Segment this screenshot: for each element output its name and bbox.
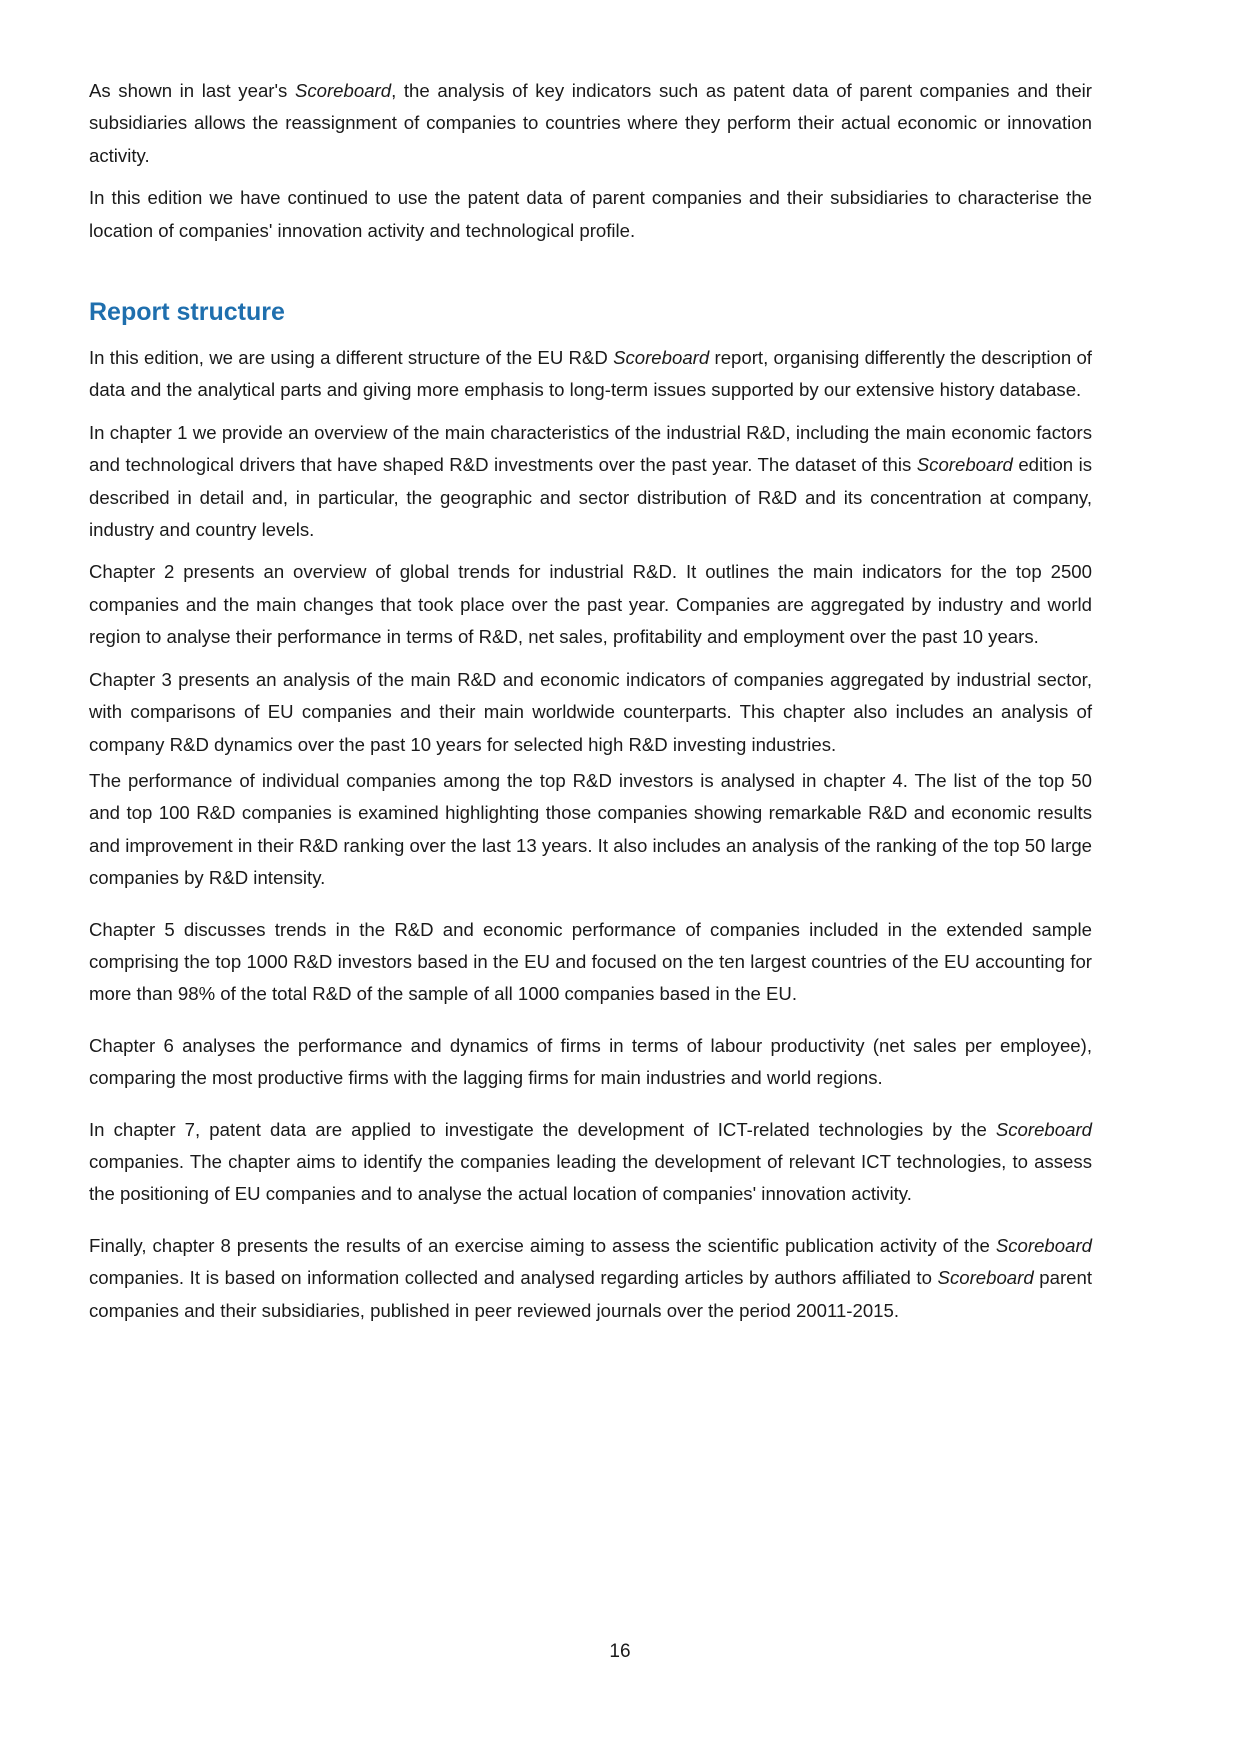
section-paragraph-chapter-1: In chapter 1 we provide an overview of the main characteristics of the industrial R&D, including the main economic factors and technological drivers that have shaped R&D investments over the past year. The dataset of this Scoreboard edition is described in detail and, in particular, the geographic and sector distribution of R&D and its concentration at company, industry and country levels.	[89, 421, 1092, 541]
section-paragraph-1: In this edition, we are using a different structure of the EU R&D Scoreboard report, organising differently the description of data and the analytical parts and giving more emphasis to long-term issues supported by our extensive history database.	[89, 347, 1092, 401]
scoreboard-emphasis: Scoreboard	[995, 1118, 1092, 1140]
section-paragraph-chapter-5: Chapter 5 discusses trends in the R&D and economic performance of companies included in the extended sample comprising the top 1000 R&D investors based in the EU and focused on the ten largest countries of the EU accounting for more than 98% of the total R&D of the sample of all 1000 companies based in the EU.	[89, 918, 1092, 1005]
scoreboard-emphasis: Scoreboard	[613, 347, 710, 369]
section-paragraph-chapter-2: Chapter 2 presents an overview of global trends for industrial R&D. It outlines the main indicators for the top 2500 companies and the main changes that took place over the past year. Companies are aggregated by industry and world region to analyse their performance in terms of R&D, net sales, profitability and employment over the past 10 years.	[89, 561, 1092, 648]
section-paragraph-chapter-8: Finally, chapter 8 presents the results of an exercise aiming to assess the scientific publication activity of the Scoreboard companies. It is based on information collected and analysed regarding articles by authors affiliated to Scoreboard parent companies and their subsidiaries, published in peer reviewed journals over the period 20011-2015.	[89, 1234, 1093, 1321]
scoreboard-emphasis: Scoreboard	[995, 1234, 1092, 1256]
section-heading: Report structure	[89, 298, 285, 327]
section-paragraph-chapter-4: The performance of individual companies among the top R&D investors is analysed in chapter 4. The list of the top 50 and top 100 R&D companies is examined highlighting those companies showing remarkable R&D and economic results and improvement in their R&D ranking over the last 13 years. It also includes an analysis of the ranking of the top 50 large companies by R&D intensity.	[89, 769, 1092, 889]
scoreboard-emphasis: Scoreboard	[916, 454, 1013, 476]
section-paragraph-chapter-7: In chapter 7, patent data are applied to investigate the development of ICT-related technologies by the Scoreboard companies. The chapter aims to identify the companies leading the development of relevant ICT technologies, to assess the positioning of EU companies and to analyse the actual location of companies' innovation activity.	[89, 1118, 1092, 1205]
scoreboard-emphasis: Scoreboard	[937, 1267, 1034, 1289]
intro-paragraph-1: As shown in last year's Scoreboard, the analysis of key indicators such as patent data of parent companies and their subsidiaries allows the reassignment of companies to countries where they perform their actual economic or innovation activity.	[89, 80, 1092, 166]
page-number: 16	[609, 1641, 631, 1662]
section-paragraph-chapter-3: Chapter 3 presents an analysis of the main R&D and economic indicators of companies aggregated by industrial sector, with comparisons of EU companies and their main worldwide counterparts. This chapter also includes an analysis of company R&D dynamics over the past 10 years for selected high R&D investing industries.	[89, 668, 1092, 755]
scoreboard-emphasis: Scoreboard	[294, 80, 392, 101]
document-page	[89, 75, 1092, 1327]
section-paragraph-chapter-6: Chapter 6 analyses the performance and dynamics of firms in terms of labour productivity (net sales per employee), comparing the most productive firms with the lagging firms for main industries and world regions.	[89, 1034, 1092, 1089]
intro-paragraph-2: In this edition we have continued to use the patent data of parent companies and their subsidiaries to characterise the location of companies' innovation activity and technological profile.	[89, 187, 1092, 241]
